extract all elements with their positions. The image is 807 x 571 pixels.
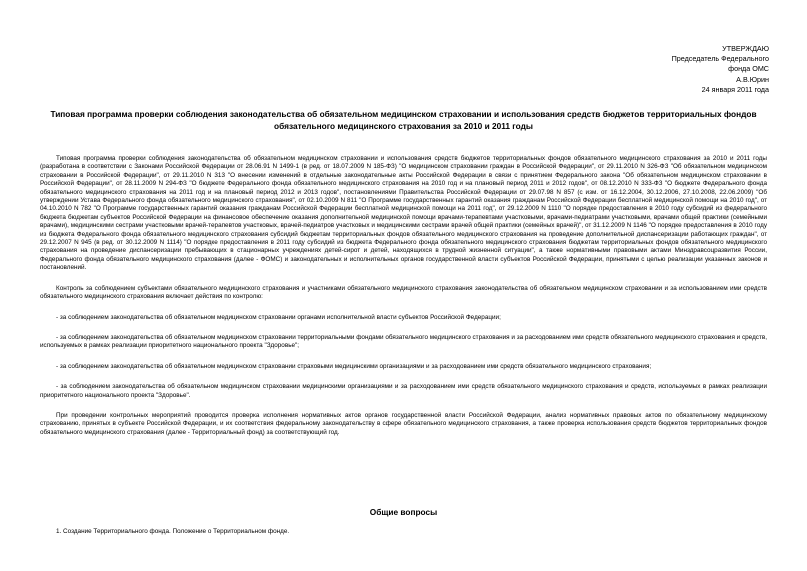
intro-paragraph: Типовая программа проверки соблюдения законодательства об обязательном медицинском страховании и использования средств бюджетов территориальных фондов обязательного медицинского страхования за 2010 и 2011 годы (разработана в соответствии с Законами Российской Федерации от 28.06.91 N 1499-1 (в ред. от 18.07.2009 N 185-ФЗ) "О медицинском страховании граждан в Российской Федерации", от 29.11.2010 N 326-ФЗ "Об обязательном медицинском страховании в Российской Федерации", от 29.11.2010 N 313 "О внесении изменений в отдельные законодательные акты Российской Федерации в связи с принятием Федерального закона "Об обязательном медицинском страховании в Российской Федерации", от 28.11.2009 N 294-ФЗ "О бюджете Федерального фонда обязательного медицинского страхования на 2010 год и на плановый период 2011 и 2012 годов", от 08.12.2010 N 333-ФЗ "О бюджете Федерального фонда обязательного медицинского страхования на 2011 год и на плановый период 2012 и 2013 годов", постановлениями Правительства Российской Федерации от 29.07.98 N 857 (с изм. от 16.12.2004, 30.12.2006, 27.10.2008, 22.06.2009) "Об утверждении Устава Федерального фонда обязательного медицинского страхования", от 02.10.2009 N 811 "О Программе государственных гарантий оказания гражданам Российской Федерации бесплатной медицинской помощи на 2010 год", от 04.10.2010 N 782 "О Программе государственных гарантий оказания гражданам Российской Федерации бесплатной медицинской помощи на 2011 год", от 29.12.2009 N 1110 "О порядке предоставления в 2010 году субсидий из федерального бюджета бюджетам субъектов Российской Федерации на финансовое обеспечение оказания дополнительной медицинской помощи врачами-терапевтами участковыми, врачами-педиатрами участковыми, врачами общей практики (семейными врачами), медицинскими сестрами участковыми врачей-терапевтов участковых, врачей-педиатров участковых и медицинскими сестрами врачей общей практики (семейных врачей)", от 31.12.2009 N 1146 "О порядке предоставления в 2010 году из бюджета Федерального фонда обязательного медицинского страхования субсидий бюджетам территориальных фондов обязательного медицинского страхования на проведение дополнительной диспансеризации работающих граждан", от 29.12.2007 N 945 (в ред. от 30.12.2009 N 1114) "О порядке предоставления в 2011 году субсидий из бюджета Федерального фонда обязательного медицинского страхования бюджетам территориальных фондов обязательного медицинского страхования на проведение диспансеризации пребывающих в стационарных учреждениях детей-сирот и детей, находящихся в трудной жизненной ситуации", а также нормативными правовыми актами Минздравсоцразвития России, Федерального фонда обязательного медицинского страхования (далее - ФОМС) и законодательных и исполнительных органов государственной власти субъектов Российской Федерации, принятыми с целью реализации указанных законов и постановлений.	[40, 155, 767, 272]
approval-organization: фонда ОМС	[728, 64, 769, 74]
document-body	[40, 155, 767, 437]
list-item: - за соблюдением законодательства об обязательном медицинском страховании медицинскими организациями и за расходованием ими средств обязательного медицинского страхования и средств, используемых в рамках реализации приоритетного национального проекта "Здоровье".	[40, 383, 767, 399]
control-paragraph: Контроль за соблюдением субъектами обязательного медицинского страхования и участниками обязательного медицинского страхования законодательства об обязательном медицинском страховании и за использованием ими средств обязательного медицинского страхования включает действия по контролю:	[40, 284, 767, 301]
section-heading: Общие вопросы	[369, 507, 438, 517]
list-item: - за соблюдением законодательства об обязательном медицинском страховании страховыми медицинскими организациями и за расходованием ими средств обязательного медицинского страхования;	[56, 362, 652, 370]
approval-position: Председатель Федерального	[671, 54, 769, 64]
numbered-item: 1. Создание Территориального фонда. Положение о Территориальном фонде.	[56, 528, 290, 535]
list-item: - за соблюдением законодательства об обязательном медицинском страховании органами исполнительной власти субъектов Российской Федерации;	[56, 313, 501, 321]
approval-heading: УТВЕРЖДАЮ	[722, 44, 769, 53]
procedure-paragraph: При проведении контрольных мероприятий проводится проверка исполнения нормативных актов органов государственной власти Российской Федерации, анализ нормативных правовых актов по обязательному медицинскому страхованию, принятых в субъекте Российской Федерации, и их соответствия федеральному законодательству в сфере обязательного медицинского страхования, а также проверка использования средств бюджетов территориальных фондов обязательного медицинского страхования (далее - Территориальный фонд) за соответствующий год.	[40, 411, 767, 436]
document-title: Типовая программа проверки соблюдения законодательства об обязательном медицинском страховании и использования средств бюджетов территориальных фондов обязательного медицинского страхования за 2010 и 2011 годы	[50, 109, 757, 131]
approval-date: 24 января 2011 года	[701, 84, 769, 94]
list-item: - за соблюдением законодательства об обязательном медицинском страховании территориальными фондами обязательного медицинского страхования и за расходованием ими средств обязательного медицинского страхования и средств, используемых в рамках реализации приоритетного национального проекта "Здоровье";	[40, 333, 767, 350]
approval-block	[672, 44, 769, 95]
approval-signatory: А.В.Юрин	[736, 74, 769, 84]
